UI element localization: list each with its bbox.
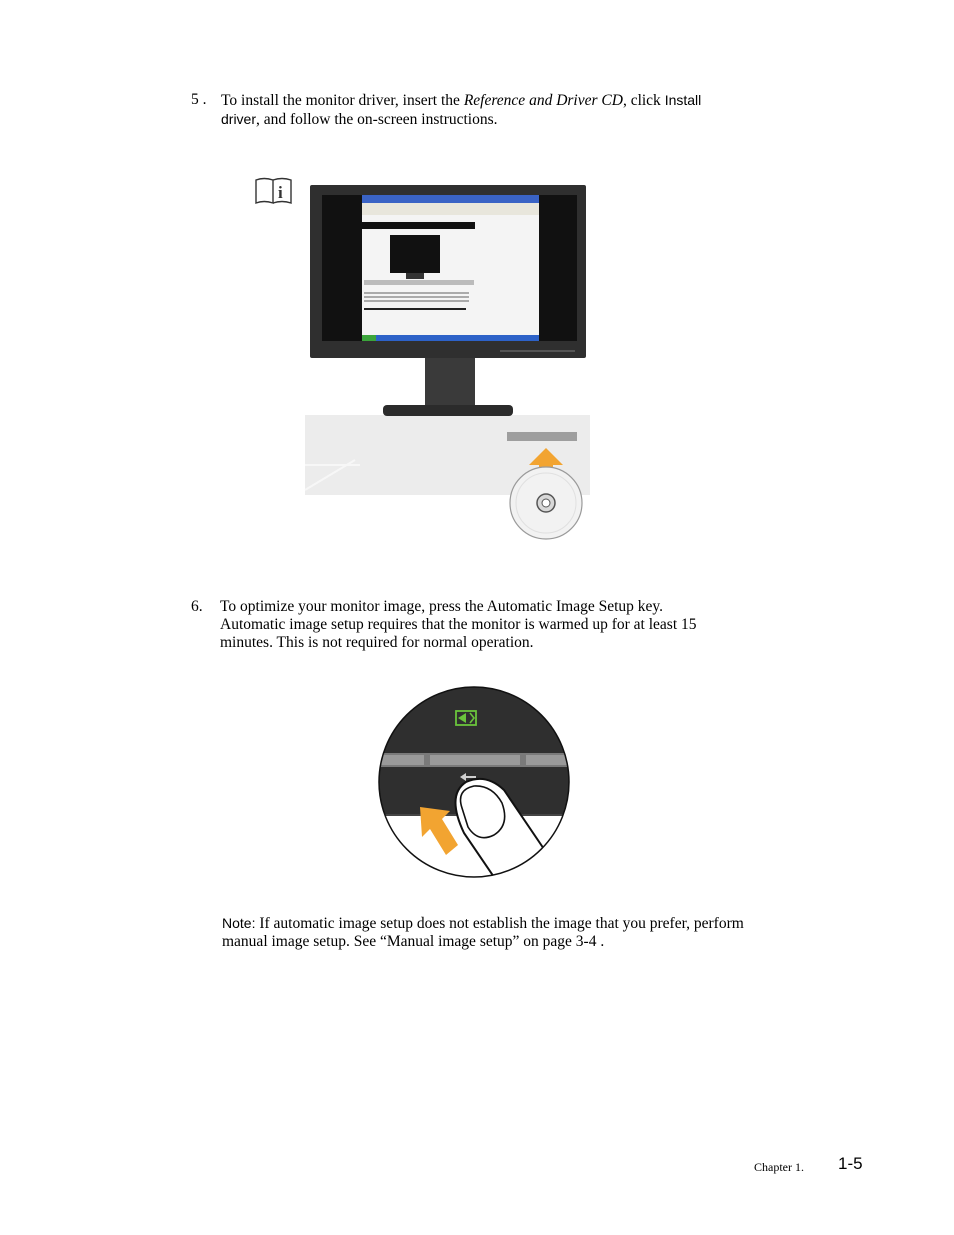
note <box>222 914 822 951</box>
cd-drive-slot <box>507 432 577 441</box>
monitor-stand-base <box>383 405 513 416</box>
info-book-icon <box>254 176 294 206</box>
step-6-line-2: Automatic image setup requires that the monitor is warmed up for at least 15 <box>220 616 697 633</box>
monitor-stand-neck <box>425 358 475 408</box>
screen-window <box>362 195 539 341</box>
note-line-2: manual image setup. See “Manual image setup” on page 3-4 . <box>222 933 605 950</box>
step-5-number: 5 . <box>191 91 207 108</box>
install-command-b: driver <box>221 111 257 127</box>
svg-text:i: i <box>278 183 283 202</box>
step-5-text-after: , and follow the on-screen instructions. <box>256 111 498 128</box>
auto-setup-key-illustration <box>376 685 572 880</box>
note-line-1: If automatic image setup does not establish the image that you prefer, perform <box>255 915 744 932</box>
step-6-text <box>220 598 800 652</box>
monitor-driver-illustration <box>300 180 595 545</box>
step-6-number: 6. <box>191 598 203 615</box>
step-6-line-3: minutes. This is not required for normal operation. <box>220 634 534 651</box>
note-label: Note: <box>222 915 256 931</box>
step-5-text-mid: , click <box>622 92 665 109</box>
footer-chapter: Chapter 1. <box>754 1160 804 1174</box>
step-6-line-1: To optimize your monitor image, press the Automatic Image Setup key. <box>220 598 664 615</box>
cd-name: Reference and Driver CD <box>463 92 623 109</box>
step-5-text-before: To install the monitor driver, insert the <box>221 92 464 109</box>
install-command-a: Install <box>664 92 702 108</box>
footer-page-number: 1-5 <box>838 1154 863 1173</box>
step-5-text <box>221 91 781 129</box>
